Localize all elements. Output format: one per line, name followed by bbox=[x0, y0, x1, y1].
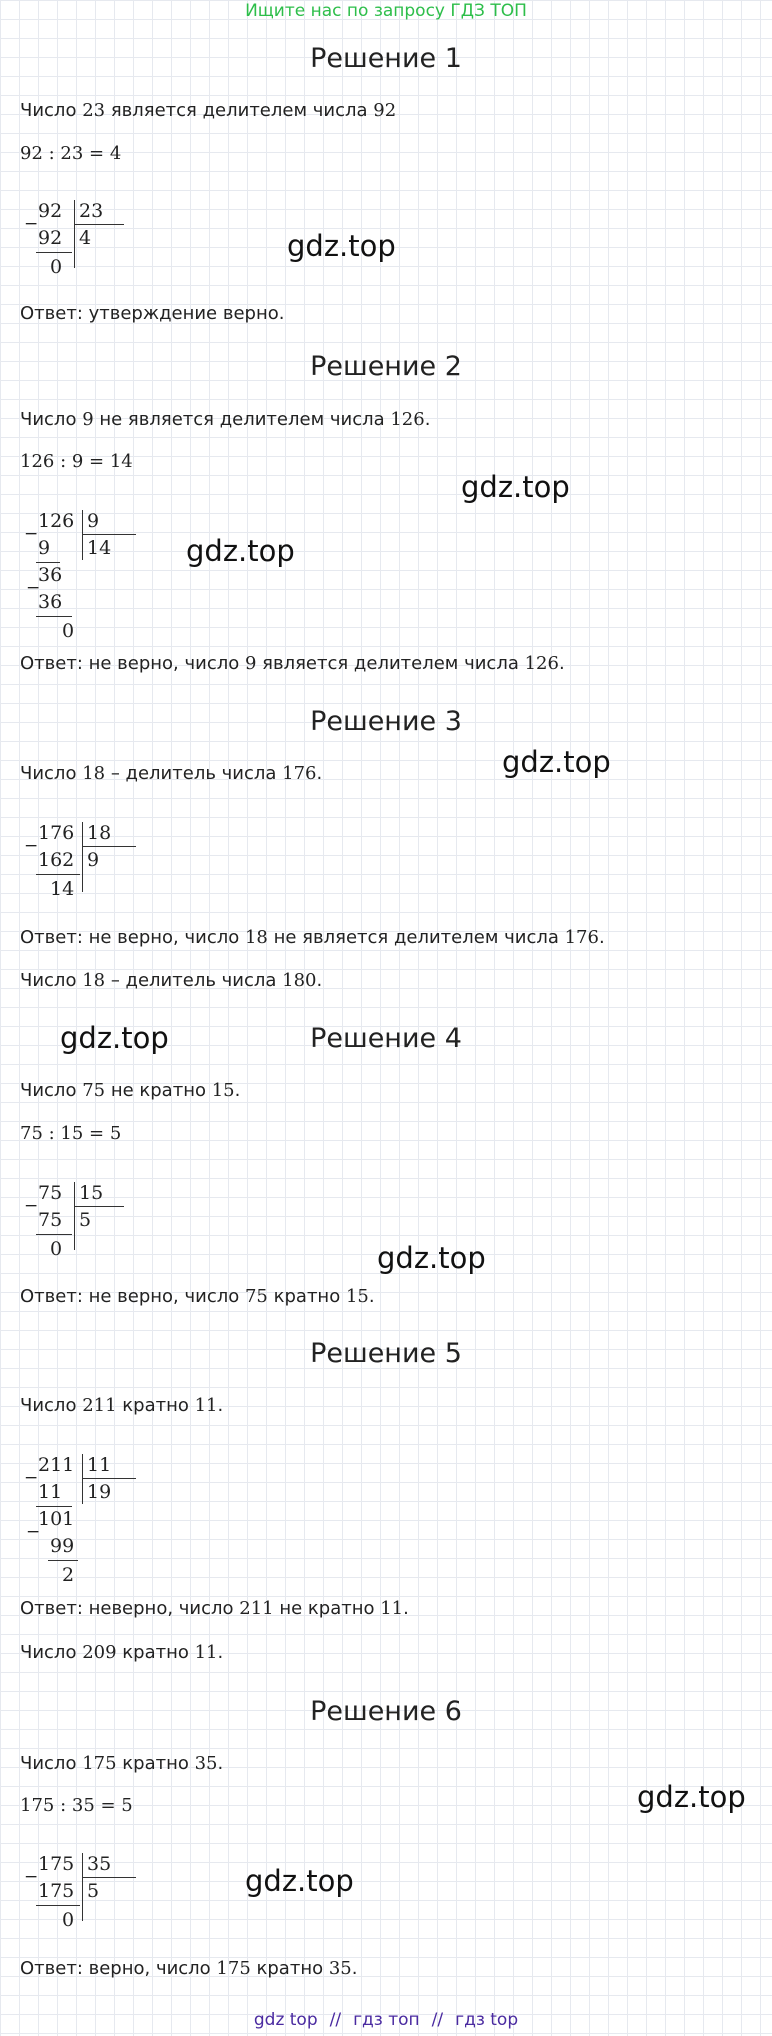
watermark: gdz.top bbox=[637, 1780, 746, 1814]
text: Число bbox=[20, 763, 83, 784]
solution-2-equation: 126 : 9 = 14 bbox=[20, 451, 133, 472]
minus-sign: − bbox=[24, 836, 39, 856]
number: 18 bbox=[82, 763, 106, 784]
solution-3-answer bbox=[20, 926, 605, 950]
text: Ответ: не верно, число bbox=[20, 927, 245, 948]
number: 176 bbox=[564, 927, 599, 948]
text: не кратно bbox=[273, 1598, 381, 1619]
ld-underline bbox=[36, 874, 80, 875]
text: не кратно bbox=[105, 1080, 212, 1101]
solution-3-title: Решение 3 bbox=[310, 706, 462, 737]
text: Ответ: не верно, число bbox=[20, 653, 245, 674]
ld-vertical-bar bbox=[74, 1182, 75, 1250]
minus-sign: − bbox=[24, 524, 39, 544]
ld-step: 36 bbox=[38, 564, 63, 586]
minus-sign: − bbox=[26, 578, 41, 598]
text: . bbox=[598, 927, 605, 948]
text: является делителем числа bbox=[256, 653, 525, 674]
number: 209 bbox=[82, 1642, 117, 1663]
ld-vertical-bar bbox=[82, 1454, 83, 1504]
number: 9 bbox=[82, 409, 94, 430]
solution-5-answer bbox=[20, 1597, 409, 1621]
text: кратно bbox=[116, 1395, 195, 1416]
ld-underline bbox=[36, 1905, 80, 1906]
number: 15 bbox=[211, 1080, 235, 1101]
watermark: gdz.top bbox=[186, 534, 295, 568]
ld-remainder: 14 bbox=[50, 878, 75, 900]
number: 211 bbox=[82, 1395, 117, 1416]
ld-quotient: 5 bbox=[79, 1209, 92, 1231]
watermark: gdz.top bbox=[502, 745, 611, 779]
ld-underline bbox=[36, 616, 72, 617]
ld-subtrahend: 36 bbox=[38, 591, 63, 613]
ld-remainder: 2 bbox=[62, 1564, 75, 1586]
text: Число bbox=[20, 970, 83, 991]
number: 180 bbox=[282, 970, 317, 991]
minus-sign: − bbox=[24, 1468, 39, 1488]
minus-sign: − bbox=[26, 1522, 41, 1542]
text: Число bbox=[20, 409, 83, 430]
text: Ответ: верно, число bbox=[20, 1958, 217, 1979]
solution-2-answer bbox=[20, 652, 565, 676]
minus-sign: − bbox=[24, 214, 39, 234]
text: является делителем числа bbox=[105, 100, 374, 121]
ld-dividend: 176 bbox=[38, 822, 75, 844]
watermark: gdz.top bbox=[287, 229, 396, 263]
ld-underline bbox=[36, 1234, 72, 1235]
number: 18 bbox=[244, 927, 268, 948]
ld-quotient: 9 bbox=[87, 849, 100, 871]
number: 92 bbox=[373, 100, 397, 121]
footer-separator: // bbox=[431, 2010, 444, 2030]
number: 15 bbox=[345, 1286, 369, 1307]
number: 11 bbox=[194, 1642, 218, 1663]
number: 18 bbox=[82, 970, 106, 991]
ld-vertical-bar bbox=[82, 822, 83, 892]
number: 23 bbox=[82, 100, 106, 121]
footer-separator: // bbox=[329, 2010, 342, 2030]
solution-3-statement bbox=[20, 762, 322, 786]
number: 175 bbox=[216, 1958, 251, 1979]
ld-remainder: 0 bbox=[50, 1238, 63, 1260]
ld-subtrahend: 99 bbox=[50, 1535, 75, 1557]
footer-link-gdz-top-mixed[interactable]: гдз top bbox=[455, 2010, 519, 2030]
text: . bbox=[217, 1753, 224, 1774]
number: 211 bbox=[239, 1598, 274, 1619]
ld-quotient: 4 bbox=[79, 227, 92, 249]
text: не является делителем числа bbox=[267, 927, 565, 948]
text: . bbox=[217, 1395, 224, 1416]
text: . bbox=[403, 1598, 409, 1619]
ld-divisor: 18 bbox=[87, 822, 112, 844]
text: Число bbox=[20, 1753, 83, 1774]
ld-subtrahend: 75 bbox=[38, 1209, 63, 1231]
text: . bbox=[217, 1642, 224, 1663]
text: Ответ: не верно, число bbox=[20, 1286, 245, 1307]
solution-1-equation: 92 : 23 = 4 bbox=[20, 143, 122, 164]
ld-remainder: 0 bbox=[62, 1909, 75, 1931]
number: 35 bbox=[194, 1753, 218, 1774]
watermark: gdz.top bbox=[461, 470, 570, 504]
text: не является делителем числа bbox=[93, 409, 391, 430]
footer-links bbox=[0, 2008, 772, 2032]
ld-subtrahend: 92 bbox=[38, 227, 63, 249]
ld-vertical-bar bbox=[82, 1853, 83, 1921]
ld-quotient: 19 bbox=[87, 1481, 112, 1503]
solution-1-statement bbox=[20, 99, 396, 123]
text: . bbox=[368, 1286, 375, 1307]
number: 11 bbox=[194, 1395, 218, 1416]
ld-vertical-bar bbox=[82, 510, 83, 560]
ld-remainder: 0 bbox=[62, 620, 75, 642]
minus-sign: − bbox=[24, 1867, 39, 1887]
number: 75 bbox=[82, 1080, 106, 1101]
ld-underline bbox=[36, 252, 72, 253]
text: кратно bbox=[116, 1753, 195, 1774]
text: Число bbox=[20, 1642, 83, 1663]
ld-remainder: 0 bbox=[50, 256, 63, 278]
text: . bbox=[558, 653, 565, 674]
text: Число bbox=[20, 1395, 83, 1416]
number: 75 bbox=[244, 1286, 268, 1307]
solution-4-statement bbox=[20, 1079, 240, 1103]
solution-3-correction bbox=[20, 969, 322, 993]
footer-link-gdz-top[interactable]: gdz top bbox=[253, 2010, 318, 2030]
ld-underline bbox=[48, 1560, 78, 1561]
solution-6-statement bbox=[20, 1752, 223, 1776]
ld-subtrahend: 9 bbox=[38, 537, 51, 559]
ld-dividend: 126 bbox=[38, 510, 75, 532]
ld-quotient: 14 bbox=[87, 537, 112, 559]
footer-link-gdz-top-ru[interactable]: гдз топ bbox=[353, 2010, 420, 2030]
ld-dividend: 211 bbox=[38, 1454, 75, 1476]
solution-4-equation: 75 : 15 = 5 bbox=[20, 1123, 122, 1144]
solution-5-correction bbox=[20, 1641, 223, 1665]
text: кратно bbox=[250, 1958, 329, 1979]
text: кратно bbox=[116, 1642, 195, 1663]
solution-6-equation: 175 : 35 = 5 bbox=[20, 1795, 133, 1816]
number: 175 bbox=[82, 1753, 117, 1774]
ld-step: 101 bbox=[38, 1508, 75, 1530]
ld-vertical-bar bbox=[74, 200, 75, 268]
solution-2-title: Решение 2 bbox=[310, 351, 462, 382]
text: . bbox=[316, 970, 323, 991]
solution-5-statement bbox=[20, 1394, 223, 1418]
solution-2-statement bbox=[20, 408, 430, 432]
solution-4-answer bbox=[20, 1285, 375, 1309]
ld-subtrahend: 175 bbox=[38, 1880, 75, 1902]
ld-divisor: 23 bbox=[79, 200, 104, 222]
number: 126 bbox=[390, 409, 425, 430]
ld-subtrahend: 162 bbox=[38, 849, 75, 871]
ld-divisor: 15 bbox=[79, 1182, 104, 1204]
solution-6-answer bbox=[20, 1957, 357, 1981]
number: 126 bbox=[524, 653, 559, 674]
text: Число bbox=[20, 100, 83, 121]
solution-6-title: Решение 6 bbox=[310, 1696, 462, 1727]
text: – делитель числа bbox=[105, 763, 283, 784]
ld-subtrahend: 11 bbox=[38, 1481, 63, 1503]
watermark: gdz.top bbox=[60, 1021, 169, 1055]
solution-1-answer: Ответ: утверждение верно. bbox=[20, 303, 285, 324]
number: 11 bbox=[380, 1598, 404, 1619]
text: . bbox=[424, 409, 431, 430]
ld-dividend: 92 bbox=[38, 200, 63, 222]
ld-quotient: 5 bbox=[87, 1880, 100, 1902]
text: – делитель числа bbox=[105, 970, 283, 991]
number: 35 bbox=[328, 1958, 352, 1979]
ld-divisor: 9 bbox=[87, 510, 100, 532]
text: Число bbox=[20, 1080, 83, 1101]
number: 9 bbox=[244, 653, 257, 674]
ld-dividend: 175 bbox=[38, 1853, 75, 1875]
watermark: gdz.top bbox=[377, 1241, 486, 1275]
text: Ответ: неверно, число bbox=[20, 1598, 240, 1619]
search-banner[interactable]: Ищите нас по запросу ГДЗ ТОП bbox=[245, 1, 527, 21]
solution-5-title: Решение 5 bbox=[310, 1338, 462, 1369]
text: кратно bbox=[267, 1286, 346, 1307]
solution-4-title: Решение 4 bbox=[310, 1023, 462, 1054]
solution-1-title: Решение 1 bbox=[310, 43, 462, 74]
text: . bbox=[316, 763, 323, 784]
number: 176 bbox=[282, 763, 317, 784]
minus-sign: − bbox=[24, 1196, 39, 1216]
text: . bbox=[351, 1958, 358, 1979]
ld-dividend: 75 bbox=[38, 1182, 63, 1204]
ld-divisor: 35 bbox=[87, 1853, 112, 1875]
ld-divisor: 11 bbox=[87, 1454, 112, 1476]
watermark: gdz.top bbox=[245, 1864, 354, 1898]
text: . bbox=[234, 1080, 241, 1101]
